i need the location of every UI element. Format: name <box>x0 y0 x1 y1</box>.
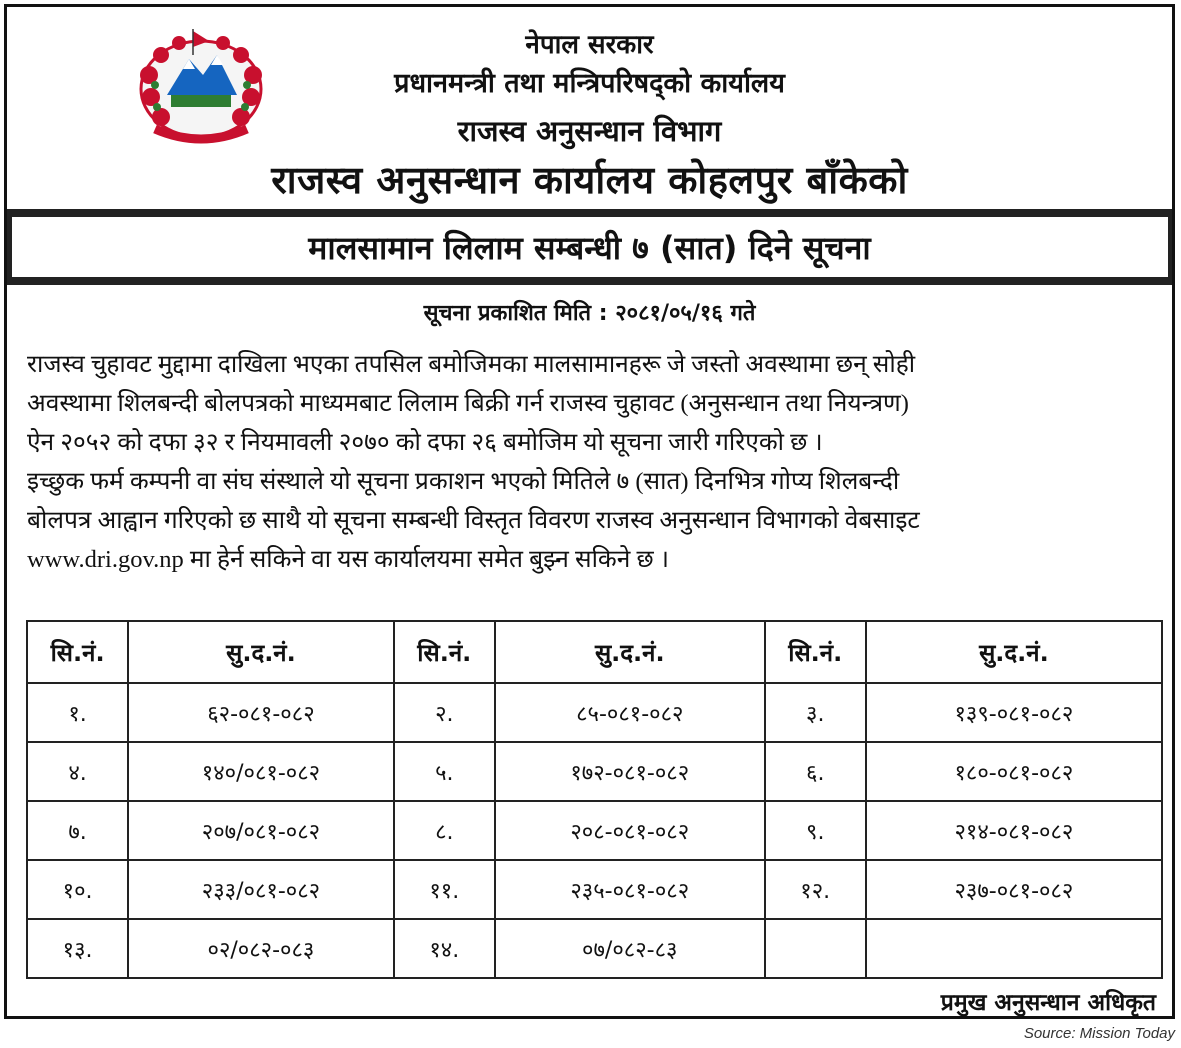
serial-no-cell: ४. <box>27 742 128 801</box>
table-row <box>27 919 1162 978</box>
serial-no-cell: ६. <box>765 742 866 801</box>
serial-no-cell: १२. <box>765 860 866 919</box>
case-no-cell: ०२/०८२-०८३ <box>128 919 394 978</box>
case-no-cell: २०८-०८१-०८२ <box>495 801 765 860</box>
serial-no-cell: ८. <box>394 801 495 860</box>
notice-frame <box>4 4 1175 1019</box>
case-no-cell: ६२-०८१-०८२ <box>128 683 394 742</box>
body-line: इच्छुक फर्म कम्पनी वा संघ संस्थाले यो सूचना प्रकाशन भएको मितिले ७ (सात) दिनभित्र गोप्य शिलबन्दी <box>27 468 900 495</box>
notice-body <box>27 345 1157 579</box>
case-no-cell: २३३/०८१-०८२ <box>128 860 394 919</box>
serial-no-cell: १४. <box>394 919 495 978</box>
case-no-cell: २३५-०८१-०८२ <box>495 860 765 919</box>
source-credit: Source: Mission Today <box>1023 1025 1175 1042</box>
case-no-cell: २१४-०८१-०८२ <box>866 801 1162 860</box>
header-serial-no: सि.नं. <box>765 621 866 683</box>
table-row <box>27 683 1162 742</box>
notice-title: मालसामान लिलाम सम्बन्धी ७ (सात) दिने सूचना <box>12 217 1168 277</box>
header-case-no: सु.द.नं. <box>128 621 394 683</box>
table-header-row <box>27 621 1162 683</box>
case-no-cell: २३७-०८१-०८२ <box>866 860 1162 919</box>
ministry-name: प्रधानमन्त्री तथा मन्त्रिपरिषद्को कार्यालय <box>394 68 785 99</box>
case-no-cell: १३९-०८१-०८२ <box>866 683 1162 742</box>
table-row <box>27 860 1162 919</box>
body-line: www.dri.gov.np मा हेर्न सकिने वा यस कार्यालयमा समेत बुझ्न सकिने छ । <box>27 546 670 573</box>
serial-no-cell: ७. <box>27 801 128 860</box>
case-no-cell: १७२-०८१-०८२ <box>495 742 765 801</box>
serial-no-cell: ९. <box>765 801 866 860</box>
serial-no-cell: २. <box>394 683 495 742</box>
serial-no-cell: ११. <box>394 860 495 919</box>
government-name: नेपाल सरकार <box>525 30 654 60</box>
case-no-cell: १८०-०८१-०८२ <box>866 742 1162 801</box>
serial-no-cell: १. <box>27 683 128 742</box>
case-no-cell: ८५-०८१-०८२ <box>495 683 765 742</box>
serial-no-cell: १०. <box>27 860 128 919</box>
header-case-no: सु.द.नं. <box>866 621 1162 683</box>
title-banner <box>7 209 1172 285</box>
case-no-cell: २०७/०८१-०८२ <box>128 801 394 860</box>
signatory-title: प्रमुख अनुसन्धान अधिकृत <box>940 990 1156 1016</box>
body-line: बोलपत्र आह्वान गरिएको छ साथै यो सूचना सम्बन्धी विस्तृत विवरण राजस्व अनुसन्धान विभागको वेबसाइट <box>27 507 920 534</box>
case-no-cell: १४०/०८१-०८२ <box>128 742 394 801</box>
office-name: राजस्व अनुसन्धान कार्यालय कोहलपुर बाँकेको <box>271 158 908 202</box>
case-no-cell: ०७/०८२-८३ <box>495 919 765 978</box>
serial-no-cell <box>765 919 866 978</box>
table-row <box>27 801 1162 860</box>
serial-no-cell: १३. <box>27 919 128 978</box>
department-name: राजस्व अनुसन्धान विभाग <box>457 114 722 148</box>
body-line: ऐन २०५२ को दफा ३२ र नियमावली २०७० को दफा २६ बमोजिम यो सूचना जारी गरिएको छ । <box>27 429 823 456</box>
header-serial-no: सि.नं. <box>27 621 128 683</box>
case-no-cell <box>866 919 1162 978</box>
serial-no-cell: ५. <box>394 742 495 801</box>
serial-no-cell: ३. <box>765 683 866 742</box>
body-line: अवस्थामा शिलबन्दी बोलपत्रको माध्यमबाट लिलाम बिक्री गर्न राजस्व चुहावट (अनुसन्धान तथा नियन्त्रण) <box>27 390 909 417</box>
body-line: राजस्व चुहावट मुद्दामा दाखिला भएका तपसिल बमोजिमका मालसामानहरू जे जस्तो अवस्थामा छन् सोही <box>27 351 916 378</box>
case-table <box>26 620 1163 979</box>
table-row <box>27 742 1162 801</box>
header-serial-no: सि.नं. <box>394 621 495 683</box>
header-case-no: सु.द.नं. <box>495 621 765 683</box>
publication-date: सूचना प्रकाशित मिति : २०८१/०५/१६ गते <box>423 301 756 326</box>
